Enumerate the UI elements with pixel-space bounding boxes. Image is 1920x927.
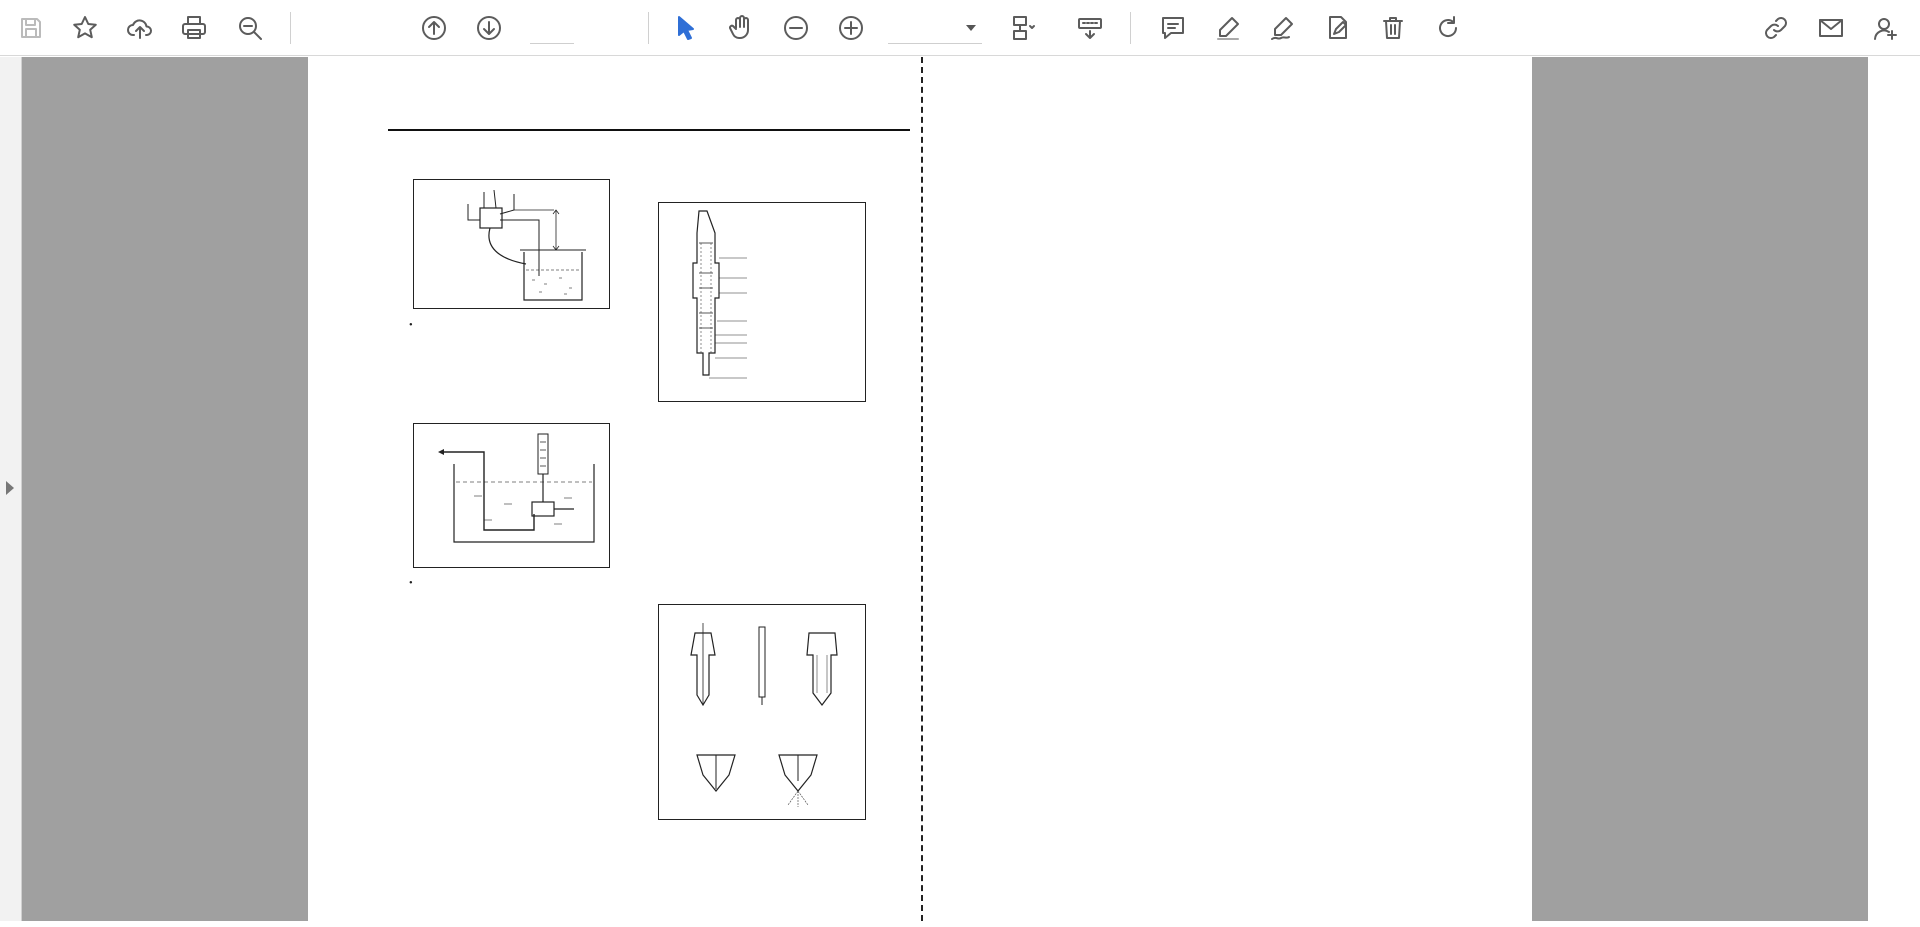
zoom-level-select[interactable] (888, 12, 982, 44)
print-icon[interactable] (176, 10, 212, 46)
hole-type-figure (658, 604, 866, 820)
sign-icon[interactable] (1265, 10, 1301, 46)
fit-page-icon[interactable] (1004, 10, 1040, 46)
page-down-icon[interactable] (471, 10, 507, 46)
highlight-pen-icon[interactable] (1210, 10, 1246, 46)
chevron-down-icon (966, 25, 976, 31)
toolbar-separator (290, 12, 291, 44)
left-panel-toggle[interactable] (0, 57, 22, 921)
toolbar-separator (1130, 12, 1131, 44)
page-fold-divider (921, 57, 923, 921)
page-115 (928, 57, 1528, 921)
page-114 (308, 57, 908, 921)
delivery-test-text (416, 319, 610, 333)
save-icon[interactable] (13, 10, 49, 46)
upload-cloud-icon[interactable] (122, 10, 158, 46)
share-link-icon[interactable] (1758, 10, 1794, 46)
delivery-test-figure (413, 179, 610, 309)
document-viewer[interactable] (0, 57, 1868, 921)
top-toolbar (0, 0, 1920, 56)
bookmark-star-icon[interactable] (67, 10, 103, 46)
delete-icon[interactable] (1375, 10, 1411, 46)
scroll-mode-icon[interactable] (1072, 10, 1108, 46)
toolbar-separator (648, 12, 649, 44)
document-spread (308, 57, 1532, 921)
page-number-input[interactable] (530, 12, 574, 44)
edit-pdf-icon[interactable] (1320, 10, 1356, 46)
zoom-in-icon[interactable] (833, 10, 869, 46)
zoom-out-icon[interactable] (778, 10, 814, 46)
sealing-test-figure (413, 423, 610, 568)
email-icon[interactable] (1813, 10, 1849, 46)
account-icon[interactable] (1868, 10, 1904, 46)
hand-pan-icon[interactable] (723, 10, 759, 46)
rotate-icon[interactable] (1430, 10, 1466, 46)
comment-icon[interactable] (1155, 10, 1191, 46)
header-rule (388, 129, 910, 131)
nozzle-construction-figure (658, 202, 866, 402)
sealing-test-text (416, 577, 610, 591)
find-zoom-icon[interactable] (232, 10, 268, 46)
page-up-icon[interactable] (416, 10, 452, 46)
select-cursor-icon[interactable] (668, 10, 704, 46)
expand-left-icon (6, 481, 14, 495)
